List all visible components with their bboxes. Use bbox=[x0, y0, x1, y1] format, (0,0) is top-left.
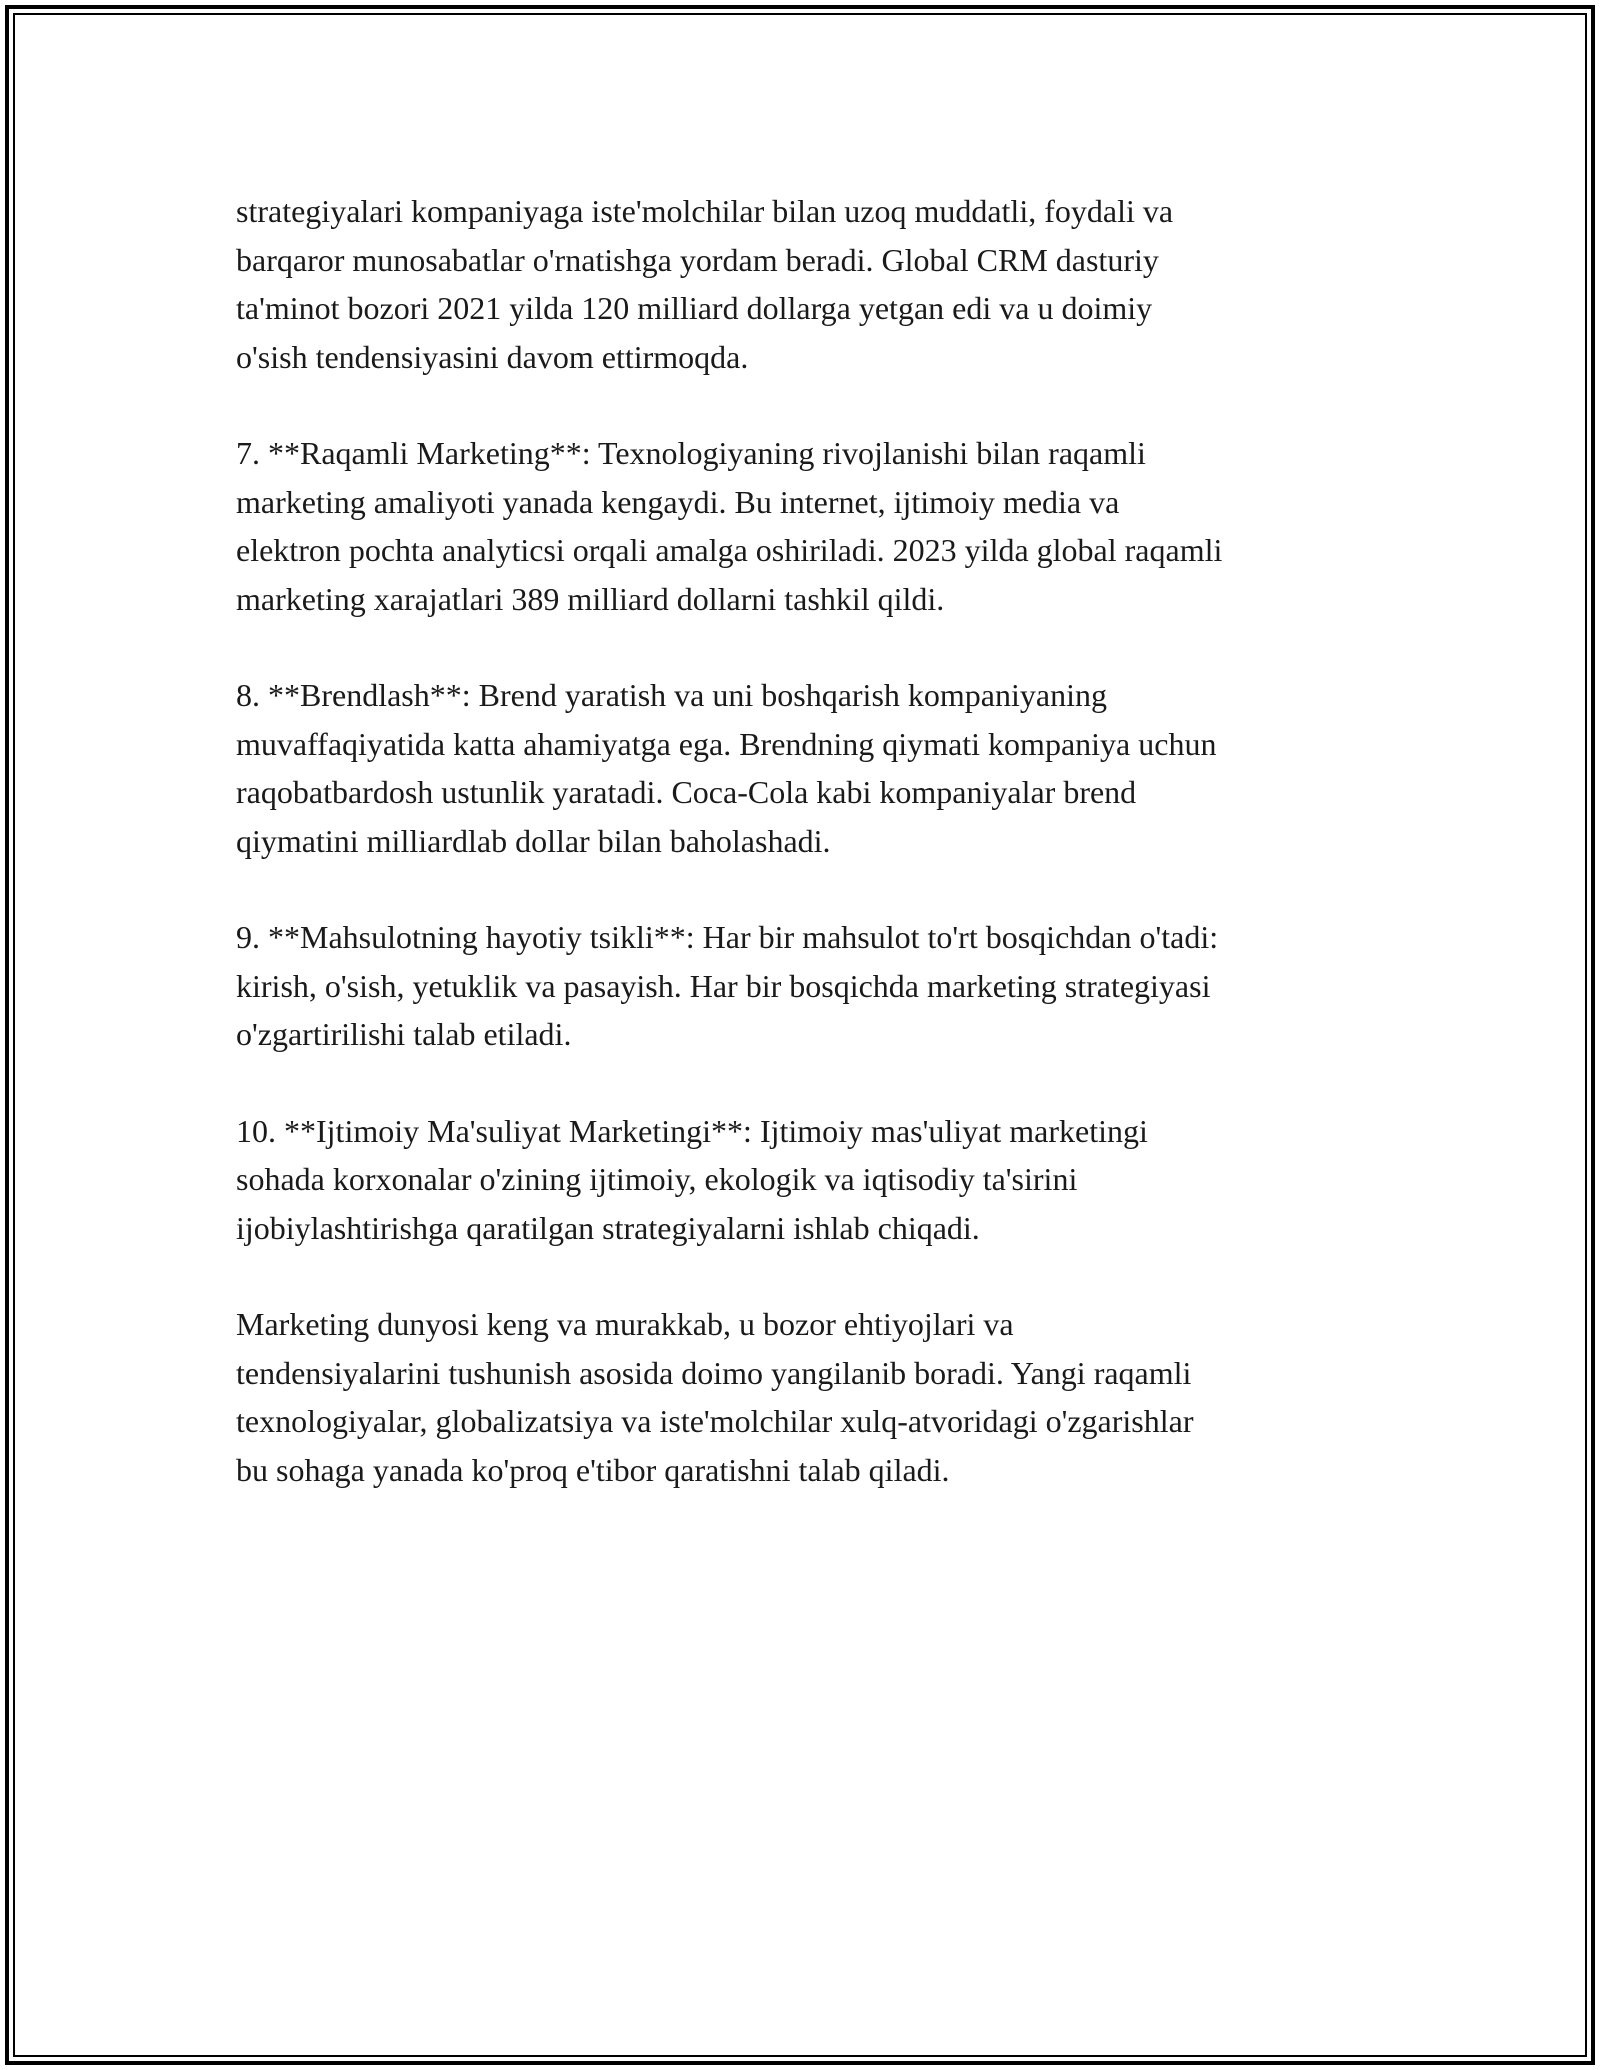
paragraph-crm-strategies: strategiyalari kompaniyaga iste'molchilar bilan uzoq muddatli, foydali va barqaror munosabatlar o'rnatishga yordam beradi. Global CRM dasturiy ta'minot bozori 2021 yilda 120 milliard dollarga yetgan edi va u doimiy o'sish tendensiyasini davom ettirmoqda. bbox=[236, 193, 1174, 375]
paragraph-social-responsibility: 10. **Ijtimoiy Ma'suliyat Marketingi**: Ijtimoiy mas'uliyat marketingi sohada korxonalar o'zining ijtimoiy, ekologik va iqtisodiy ta'sirini ijobiylashtirishga qaratilgan strategiyalarni ishlab chiqadi. bbox=[236, 1112, 1148, 1246]
document-body bbox=[236, 187, 1376, 1542]
paragraph-product-life-cycle: 9. **Mahsulotning hayotiy tsikli**: Har bir mahsulot to'rt bosqichdan o'tadi: kirish, o'sish, yetuklik va pasayish. Har bir bosqichda marketing strategiyasi o'zgartirilishi talab etiladi. bbox=[236, 919, 1219, 1052]
paragraph-branding: 8. **Brendlash**: Brend yaratish va uni boshqarish kompaniyaning muvaffaqiyatida katta ahamiyatga ega. Brendning qiymati kompaniya uchun raqobatbardosh ustunlik yaratadi. Coca-Cola kabi kompaniyalar brend qiymatini milliardlab dollar bilan baholashadi. bbox=[236, 677, 1217, 859]
paragraph-digital-marketing: 7. **Raqamli Marketing**: Texnologiyaning rivojlanishi bilan raqamli marketing amaliyoti yanada kengaydi. Bu internet, ijtimoiy media va elektron pochta analyticsi orqali amalga oshiriladi. 2023 yilda global raqamli marketing xarajatlari 389 milliard dollarni tashkil qildi. bbox=[236, 435, 1223, 617]
paragraph-conclusion: Marketing dunyosi keng va murakkab, u bozor ehtiyojlari va tendensiyalarini tushunish asosida doimo yangilanib boradi. Yangi raqamli texnologiyalar, globalizatsiya va iste'molchilar xulq-atvoridagi o'zgarishlar bu sohaga yanada ko'proq e'tibor qaratishni talab qiladi. bbox=[236, 1306, 1194, 1488]
